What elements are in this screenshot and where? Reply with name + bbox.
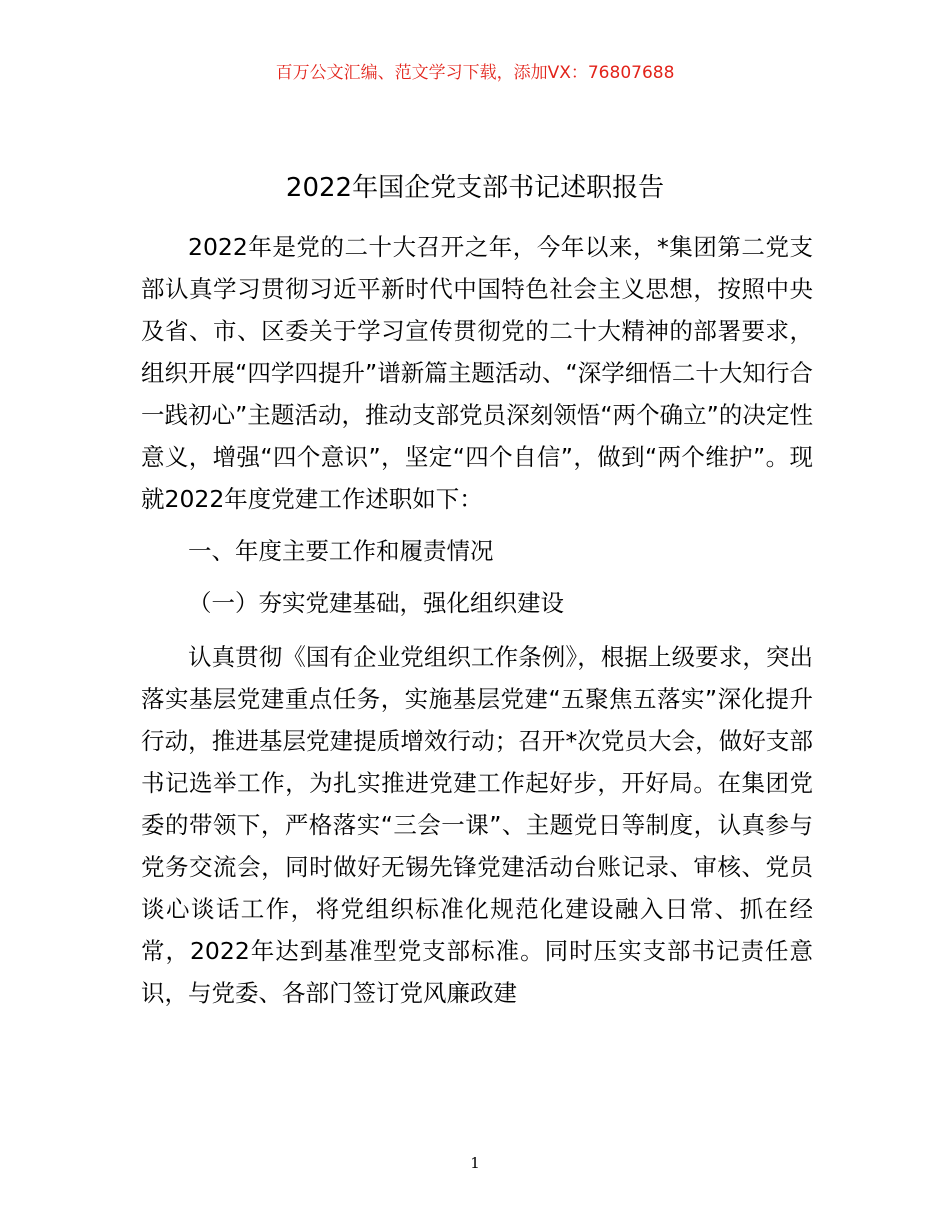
- subsection-body-paragraph: 认真贯彻《国有企业党组织工作条例》，根据上级要求，突出落实基层党建重点任务，实施基层党建“五聚焦五落实”深化提升行动，推进基层党建提质增效行动；召开*次党员大会，做好支部书记选举工作，为扎实推进党建工作起好步，开好局。在集团党委的带领下，严格落实“三会一课”、主题党日等制度，认真参与党务交流会，同时做好无锡先锋党建活动台账记录、审核、党员谈心谈话工作，将党组织标准化规范化建设融入日常、抓在经常，2022年达到基准型党支部标准。同时压实支部书记责任意识，与党委、各部门签订党风廉政建: [141, 643, 813, 1007]
- header-promo-note: 百万公文汇编、范文学习下载，添加VX：76807688: [275, 63, 675, 83]
- document-body: [141, 226, 813, 1014]
- page-number: 1: [470, 1154, 480, 1172]
- intro-paragraph: 2022年是党的二十大召开之年，今年以来，*集团第二党支部认真学习贯彻习近平新时代中国特色社会主义思想，按照中央及省、市、区委关于学习宣传贯彻党的二十大精神的部署要求，组织开展“四学四提升”谱新篇主题活动、“深学细悟二十大知行合一践初心”主题活动，推动支部党员深刻领悟“两个确立”的决定性意义，增强“四个意识”，坚定“四个自信”，做到“两个维护”。现就2022年度党建工作述职如下：: [141, 233, 813, 513]
- subsection-heading-1: （一）夯实党建基础，强化组织建设: [188, 589, 564, 617]
- section-heading-1: 一、年度主要工作和履责情况: [188, 537, 494, 565]
- document-title: 2022年国企党支部书记述职报告: [285, 173, 665, 203]
